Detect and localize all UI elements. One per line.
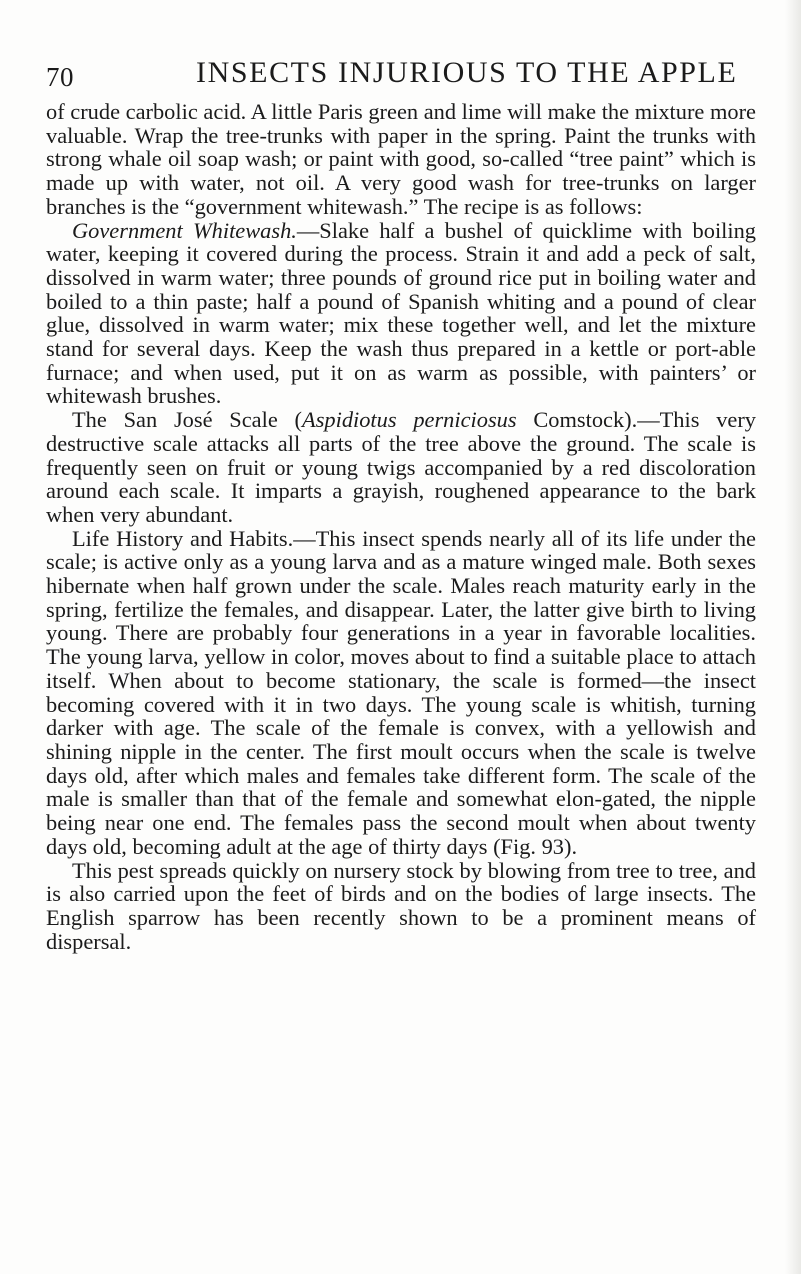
paragraph-san-jose-scale	[46, 408, 756, 527]
text-san-jose-scale: —This very destructive scale attacks all parts of the tree above the ground. The scale is frequently seen on fruit or young twigs accompanied by a red discoloration around each scale. It imparts a grayish, roughened appearance to the bark when very abundant.	[46, 407, 756, 527]
heading-life-history: Life History and Habits.	[72, 525, 294, 551]
running-title: INSECTS INJURIOUS TO THE APPLE	[196, 56, 738, 89]
text-life-history: —This insect spends nearly all of its life under the scale; is active only as a young larva and as a mature winged male. Both sexes hibernate when half grown under the scale. Males reach maturity early in the spring, fertilize the females, and disappear. Later, the latter give birth to living young. There are probably four generations in a year in favorable localities. The young larva, yellow in color, moves about to find a suitable place to attach itself. When about to become stationary, the scale is formed—the insect becoming covered with it in two days. The young scale is whitish, turning darker with age. The scale of the female is convex, with a yellowish and shining nipple in the center. The first moult occurs when the scale is twelve days old, after which males and females take different form. The scale of the male is smaller than that of the female and somewhat elon-gated, the nipple being near one end. The females pass the second moult when about twenty days old, becoming adult at the age of thirty days (Fig. 93).	[46, 525, 756, 859]
heading-san-jose-scale-a: The San José Scale (	[72, 407, 303, 433]
paragraph-government-whitewash	[46, 219, 756, 409]
running-head	[46, 54, 746, 94]
paragraph-life-history	[46, 527, 756, 859]
heading-government-whitewash: Government Whitewash.	[72, 217, 297, 243]
species-name: Aspidiotus perniciosus	[302, 407, 517, 433]
text-government-whitewash: —Slake half a bushel of quicklime with boiling water, keeping it covered during the process. Strain it and add a peck of salt, dissolved in warm water; three pounds of ground rice put in boiling water and boiled to a thin paste; half a pound of Spanish whiting and a pound of clear glue, dissolved in warm water; mix these together well, and let the mixture stand for several days. Keep the wash thus prepared in a kettle or port-able furnace; and when used, put it on as warm as possible, with painters’ or whitewash brushes.	[46, 217, 756, 409]
page-edge-shadow	[785, 0, 801, 1274]
page-number: 70	[46, 62, 74, 92]
paragraph-dispersal: This pest spreads quickly on nursery stock by blowing from tree to tree, and is also carried upon the feet of birds and on the bodies of large insects. The English sparrow has been recently shown to be a prominent means of dispersal.	[46, 857, 756, 954]
paragraph-carbolic-wash: of crude carbolic acid. A little Paris green and lime will make the mixture more valuable. Wrap the tree-trunks with paper in the spring. Paint the trunks with strong whale oil soap wash; or paint with good, so-called “tree paint” which is made up with water, not oil. A very good wash for tree-trunks on larger branches is the “government whitewash.” The recipe is as follows:	[46, 99, 756, 219]
body-text	[46, 100, 756, 953]
heading-san-jose-scale-b: Comstock).	[516, 407, 638, 433]
